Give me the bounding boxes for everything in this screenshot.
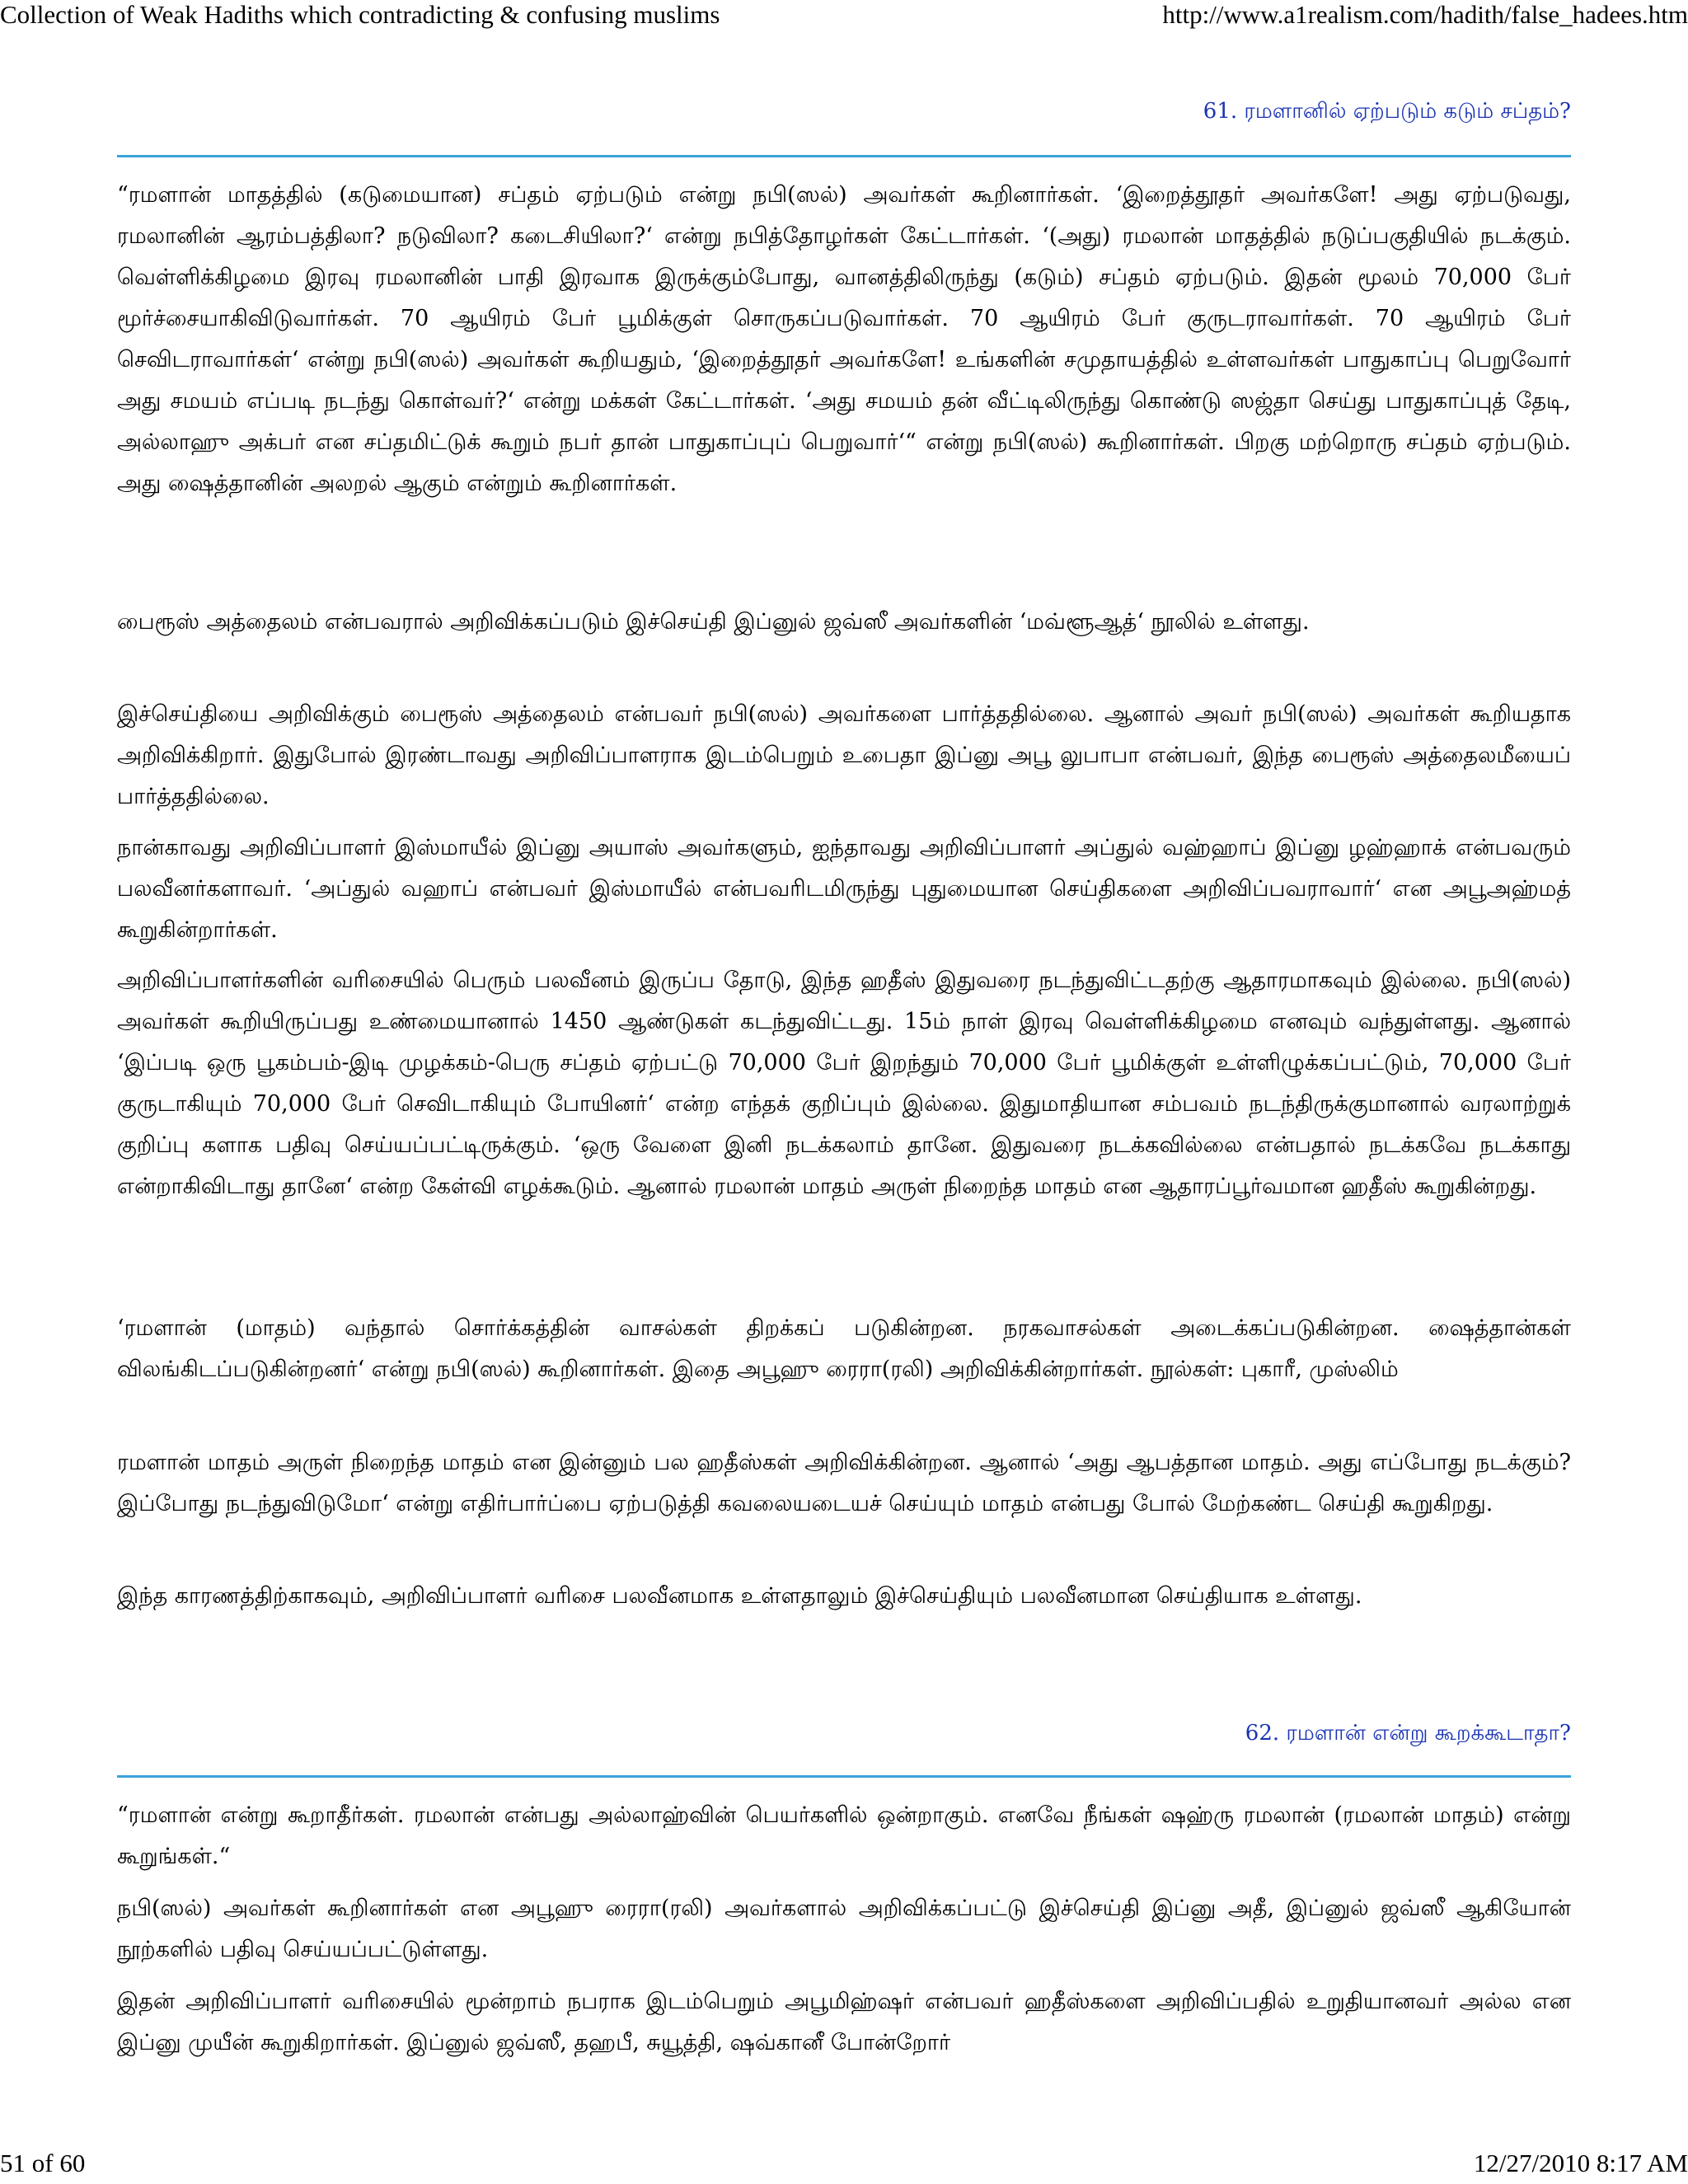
section-62-title: 62. ரமளான் என்று கூறக்கூடாதா?	[1245, 1721, 1571, 1746]
document-title: Collection of Weak Hadiths which contradicting & confusing muslims	[0, 0, 720, 29]
page-url: http://www.a1realism.com/hadith/false_hadees.htm	[1162, 0, 1688, 29]
section-62-source-note: நபி(ஸல்) அவர்கள் கூறினார்கள் என அபூஹு ரைரா(ரலி) அவர்களால் அறிவிக்கப்பட்டு இச்செய்தி இப்னு அதீ, இப்னுல் ஜவ்ஸீ ஆகியோன் நூற்களில் பதிவு செய்யப்பட்டுள்ளது.	[117, 1896, 1571, 1962]
section-61-divider	[117, 155, 1571, 157]
section-61-hadith-quote: “ரமளான் மாதத்தில் (கடுமையான) சப்தம் ஏற்படும் என்று நபி(ஸல்) அவர்கள் கூறினார்கள். ‘இறைத்தூதர் அவர்களே! அது ஏற்படுவது, ரமலானின் ஆரம்பத்திலா? நடுவிலா? கடைசியிலா?‘ என்று நபித்தோழர்கள் கேட்டார்கள். ‘(அது) ரமலான் மாதத்தில் நடுப்பகுதியில் நடக்கும். வெள்ளிக்கிழமை இரவு ரமலானின் பாதி இரவாக இருக்கும்போது, வானத்திலிருந்து (கடும்) சப்தம் ஏற்படும். இதன் மூலம் 70,000 பேர் மூர்ச்சையாகிவிடுவார்கள். 70 ஆயிரம் பேர் பூமிக்குள் சொருகப்படுவார்கள். 70 ஆயிரம் பேர் குருடராவார்கள். 70 ஆயிரம் பேர் செவிடராவார்கள்‘ என்று நபி(ஸல்) அவர்கள் கூறியதும், ‘இறைத்தூதர் அவர்களே! உங்களின் சமுதாயத்தில் உள்ளவர்கள் பாதுகாப்பு பெறுவோர் அது சமயம் எப்படி நடந்து கொள்வர்?‘ என்று மக்கள் கேட்டார்கள். ‘அது சமயம் தன் வீட்டிலிருந்து கொண்டு ஸஜ்தா செய்து பாதுகாப்புத் தேடி, அல்லாஹு அக்பர் என சப்தமிட்டுக் கூறும் நபர் தான் பாதுகாப்புப் பெறுவார்‘“ என்று நபி(ஸல்) கூறினார்கள். பிறகு மற்றொரு சப்தம் ஏற்படும். அது ஷைத்தானின் அலறல் ஆகும் என்றும் கூறினார்கள்.	[117, 182, 1571, 496]
print-header	[0, 0, 1688, 33]
section-61-weak-narrators: நான்காவது அறிவிப்பாளர் இஸ்மாயீல் இப்னு அயாஸ் அவர்களும், ஐந்தாவது அறிவிப்பாளர் அப்துல் வஹ்ஹாப் இப்னு ழஹ்ஹாக் என்பவரும் பலவீனர்களாவர். ‘அப்துல் வஹாப் என்பவர் இஸ்மாயீல் என்பவரிடமிருந்து புதுமையான செய்திகளை அறிவிப்பவராவார்‘ என அபூஅஹ்மத் கூறுகின்றார்கள்.	[117, 835, 1571, 943]
print-datetime: 12/27/2010 8:17 AM	[1473, 2149, 1688, 2177]
page-number: 51 of 60	[0, 2149, 86, 2177]
section-62-narrator-analysis: இதன் அறிவிப்பாளர் வரிசையில் மூன்றாம் நபராக இடம்பெறும் அபூமிஹ்ஷர் என்பவர் ஹதீஸ்களை அறிவிப்பதில் உறுதியானவர் அல்ல என இப்னு முயீன் கூறுகிறார்கள். இப்னுல் ஜவ்ஸீ, தஹபீ, சுயூத்தி, ஷவ்கானீ போன்றோர்	[117, 1989, 1571, 2055]
print-footer	[0, 2149, 1688, 2182]
section-61-authentic-hadith: ‘ரமளான் (மாதம்) வந்தால் சொர்க்கத்தின் வாசல்கள் திறக்கப் படுகின்றன. நரகவாசல்கள் அடைக்கப்படுகின்றன. ஷைத்தான்கள் விலங்கிடப்படுகின்றனர்‘ என்று நபி(ஸல்) கூறினார்கள். இதை அபூஹு ரைரா(ரலி) அறிவிக்கின்றார்கள். நூல்கள்: புகாரீ, முஸ்லிம்	[117, 1315, 1571, 1382]
section-62-hadith-quote: “ரமளான் என்று கூறாதீர்கள். ரமலான் என்பது அல்லாஹ்வின் பெயர்களில் ஒன்றாகும். எனவே நீங்கள் ஷஹ்ரு ரமலான் (ரமலான் மாதம்) என்று கூறுங்கள்.“	[117, 1802, 1571, 1869]
section-61-comparison: ரமளான் மாதம் அருள் நிறைந்த மாதம் என இன்னும் பல ஹதீஸ்கள் அறிவிக்கின்றன. ஆனால் ‘அது ஆபத்தான மாதம். அது எப்போது நடக்கும்? இப்போது நடந்துவிடுமோ‘ என்று எதிர்பார்ப்பை ஏற்படுத்தி கவலையடையச் செய்யும் மாதம் என்பது போல் மேற்கண்ட செய்தி கூறுகிறது.	[117, 1450, 1571, 1516]
section-62-divider	[117, 1775, 1571, 1778]
section-61-historical-analysis: அறிவிப்பாளர்களின் வரிசையில் பெரும் பலவீனம் இருப்ப தோடு, இந்த ஹதீஸ் இதுவரை நடந்துவிட்டதற்கு ஆதாரமாகவும் இல்லை. நபி(ஸல்) அவர்கள் கூறியிருப்பது உண்மையானால் 1450 ஆண்டுகள் கடந்துவிட்டது. 15ம் நாள் இரவு வெள்ளிக்கிழமை எனவும் வந்துள்ளது. ஆனால் ‘இப்படி ஒரு பூகம்பம்-இடி முழக்கம்-பெரு சப்தம் ஏற்பட்டு 70,000 பேர் இறந்தும் 70,000 பேர் பூமிக்குள் உள்ளிழுக்கப்பட்டும், 70,000 பேர் குருடாகியும் 70,000 பேர் செவிடாகியும் போயினர்‘ என்ற எந்தக் குறிப்பும் இல்லை. இதுமாதியான சம்பவம் நடந்திருக்குமானால் வரலாற்றுக் குறிப்பு களாக பதிவு செய்யப்பட்டிருக்கும். ‘ஒரு வேளை இனி நடக்கலாம் தானே. இதுவரை நடக்கவில்லை என்பதால் நடக்கவே நடக்காது என்றாகிவிடாது தானே‘ என்ற கேள்வி எழக்கூடும். ஆனால் ரமலான் மாதம் அருள் நிறைந்த மாதம் என ஆதாரப்பூர்வமான ஹதீஸ் கூறுகின்றது.	[117, 968, 1571, 1199]
section-61-title: 61. ரமளானில் ஏற்படும் கடும் சப்தம்?	[1203, 99, 1571, 124]
section-61-narrator-analysis: இச்செய்தியை அறிவிக்கும் பைரூஸ் அத்தைலம் என்பவர் நபி(ஸல்) அவர்களை பார்த்ததில்லை. ஆனால் அவர் நபி(ஸல்) அவர்கள் கூறியதாக அறிவிக்கிறார். இதுபோல் இரண்டாவது அறிவிப்பாளராக இடம்பெறும் உபைதா இப்னு அபூ லுபாபா என்பவர், இந்த பைரூஸ் அத்தைலமீயைப் பார்த்ததில்லை.	[117, 701, 1571, 809]
section-61-source-note: பைரூஸ் அத்தைலம் என்பவரால் அறிவிக்கப்படும் இச்செய்தி இப்னுல் ஜவ்ஸீ அவர்களின் ‘மவ்ளூஆத்‘ நூலில் உள்ளது.	[117, 609, 1310, 635]
section-61-conclusion: இந்த காரணத்திற்காகவும், அறிவிப்பாளர் வரிசை பலவீனமாக உள்ளதாலும் இச்செய்தியும் பலவீனமான செய்தியாக உள்ளது.	[117, 1583, 1362, 1609]
